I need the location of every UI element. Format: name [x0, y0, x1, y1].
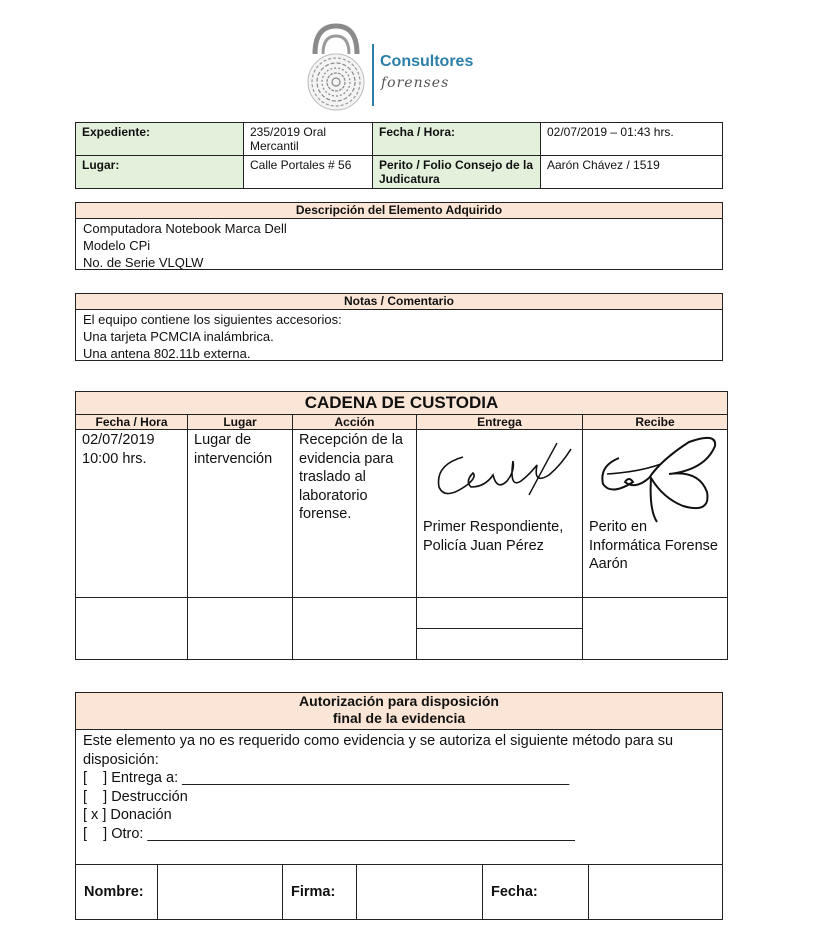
option-entrega: [ ] Entrega a: ________________________________________________ — [83, 770, 570, 786]
descripcion-section — [75, 202, 723, 270]
col-accion: Acción — [293, 415, 417, 430]
entrega-text: Primer Respondiente, Policía Juan Pérez — [423, 519, 564, 554]
logo-text-forenses: forenses — [381, 75, 450, 91]
logo — [305, 18, 480, 114]
autorizacion-intro: Este elemento ya no es requerido como evidencia y se autoriza el siguiente método para su disposición: — [83, 733, 674, 768]
row-fecha: 02/07/2019 10:00 hrs. — [76, 430, 188, 598]
row-recibe — [583, 430, 728, 598]
descripcion-line: Modelo CPi — [83, 238, 151, 253]
header-table — [75, 122, 723, 189]
col-lugar: Lugar — [188, 415, 293, 430]
col-recibe: Recibe — [583, 415, 728, 430]
empty-cell — [583, 598, 728, 660]
autorizacion-title: Autorización para disposición final de la evidencia — [76, 693, 722, 730]
notas-line: Una antena 802.11b externa. — [83, 346, 251, 361]
perito-label: Perito / Folio Consejo de la Judicatura — [373, 156, 541, 189]
signature-recibe — [589, 430, 725, 525]
empty-cell — [417, 629, 583, 660]
empty-cell — [417, 598, 583, 629]
notas-line: Una tarjeta PCMCIA inalámbrica. — [83, 329, 274, 344]
descripcion-line: Computadora Notebook Marca Dell — [83, 221, 287, 236]
fecha-field[interactable] — [589, 865, 723, 920]
recibe-text: Perito en Informática Forense Aarón — [589, 519, 718, 572]
notas-section — [75, 293, 723, 361]
fecha-hora-value: 02/07/2019 – 01:43 hrs. — [541, 123, 723, 156]
notas-line: El equipo contiene los siguientes accesorios: — [83, 312, 342, 327]
nombre-field[interactable] — [158, 865, 283, 920]
cadena-title: CADENA DE CUSTODIA — [76, 392, 728, 415]
autorizacion-section — [75, 692, 723, 920]
row-entrega — [417, 430, 583, 598]
notas-title: Notas / Comentario — [76, 294, 722, 310]
row-lugar: Lugar de intervención — [188, 430, 293, 598]
expediente-label: Expediente: — [76, 123, 244, 156]
cadena-custodia-table — [75, 391, 728, 660]
firma-field[interactable] — [357, 865, 483, 920]
descripcion-title: Descripción del Elemento Adquirido — [76, 203, 722, 219]
option-otro: [ ] Otro: _____________________________________________________ — [83, 825, 575, 842]
option-destruccion: [ ] Destrucción — [83, 788, 188, 805]
fecha-label: Fecha: — [483, 865, 589, 920]
firma-label: Firma: — [283, 865, 357, 920]
empty-cell — [188, 598, 293, 660]
logo-text-consultores: Consultores — [380, 53, 474, 70]
fingerprint-lock-icon — [305, 20, 367, 112]
signature-entrega — [425, 435, 575, 515]
expediente-value: 235/2019 Oral Mercantil — [244, 123, 373, 156]
lugar-label: Lugar: — [76, 156, 244, 189]
perito-value: Aarón Chávez / 1519 — [541, 156, 723, 189]
row-accion: Recepción de la evidencia para traslado al laboratorio forense. — [293, 430, 417, 598]
empty-cell — [293, 598, 417, 660]
col-entrega: Entrega — [417, 415, 583, 430]
fecha-hora-label: Fecha / Hora: — [373, 123, 541, 156]
descripcion-line: No. de Serie VLQLW — [83, 255, 204, 270]
nombre-label: Nombre: — [76, 865, 158, 920]
col-fecha-hora: Fecha / Hora — [76, 415, 188, 430]
lugar-value: Calle Portales # 56 — [244, 156, 373, 189]
empty-cell — [76, 598, 188, 660]
option-donacion: [ x ] Donación — [83, 807, 172, 823]
